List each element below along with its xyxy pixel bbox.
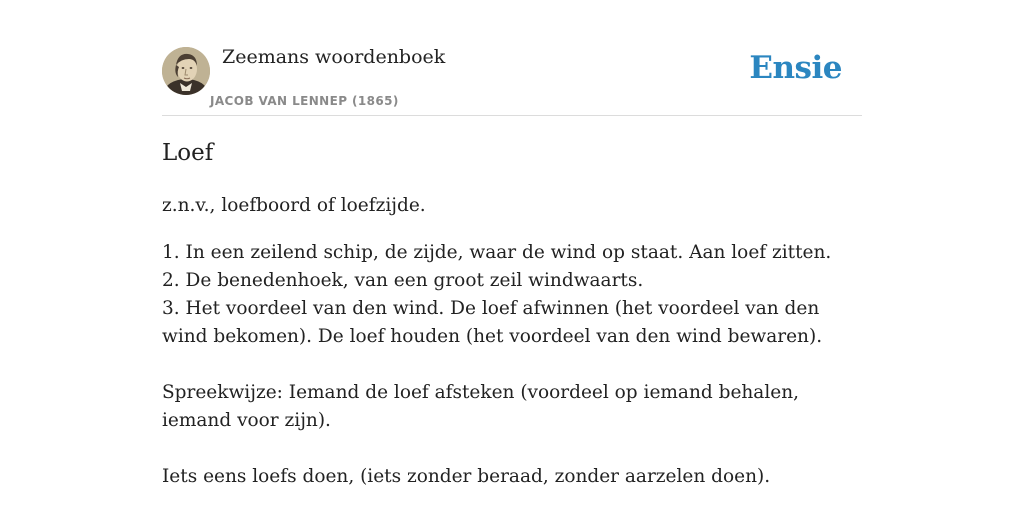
book-title[interactable]: Zeemans woordenboek (222, 46, 446, 68)
spacer (162, 351, 862, 379)
definition-3: 3. Het voordeel van den wind. De loef afwinnen (het voordeel van den wind bekomen). De loef houden (het voordeel van den wind bewaren). (162, 298, 823, 347)
entry-saying: Spreekwijze: Iemand de loef afsteken (voordeel op iemand behalen, iemand voor zijn). (162, 382, 799, 431)
definition-2: 2. De benedenhoek, van een groot zeil windwaarts. (162, 270, 644, 291)
page-container (162, 0, 862, 487)
entry-headword: Loef (162, 140, 214, 166)
entry-grammar: z.n.v., loefboord of loefzijde. (162, 195, 426, 216)
entry-example: Iets eens loefs doen, (iets zonder beraad, zonder aarzelen doen). (162, 466, 771, 487)
spacer (162, 220, 862, 239)
spacer (162, 435, 862, 463)
ensie-logo[interactable]: Ensie (749, 50, 842, 86)
author-name[interactable]: JACOB VAN LENNEP (1865) (210, 94, 399, 108)
entry-body (162, 192, 862, 491)
author-portrait-icon[interactable] (162, 47, 210, 95)
dictionary-header (162, 0, 862, 116)
definition-1: 1. In een zeilend schip, de zijde, waar de wind op staat. Aan loef zitten. (162, 242, 832, 263)
